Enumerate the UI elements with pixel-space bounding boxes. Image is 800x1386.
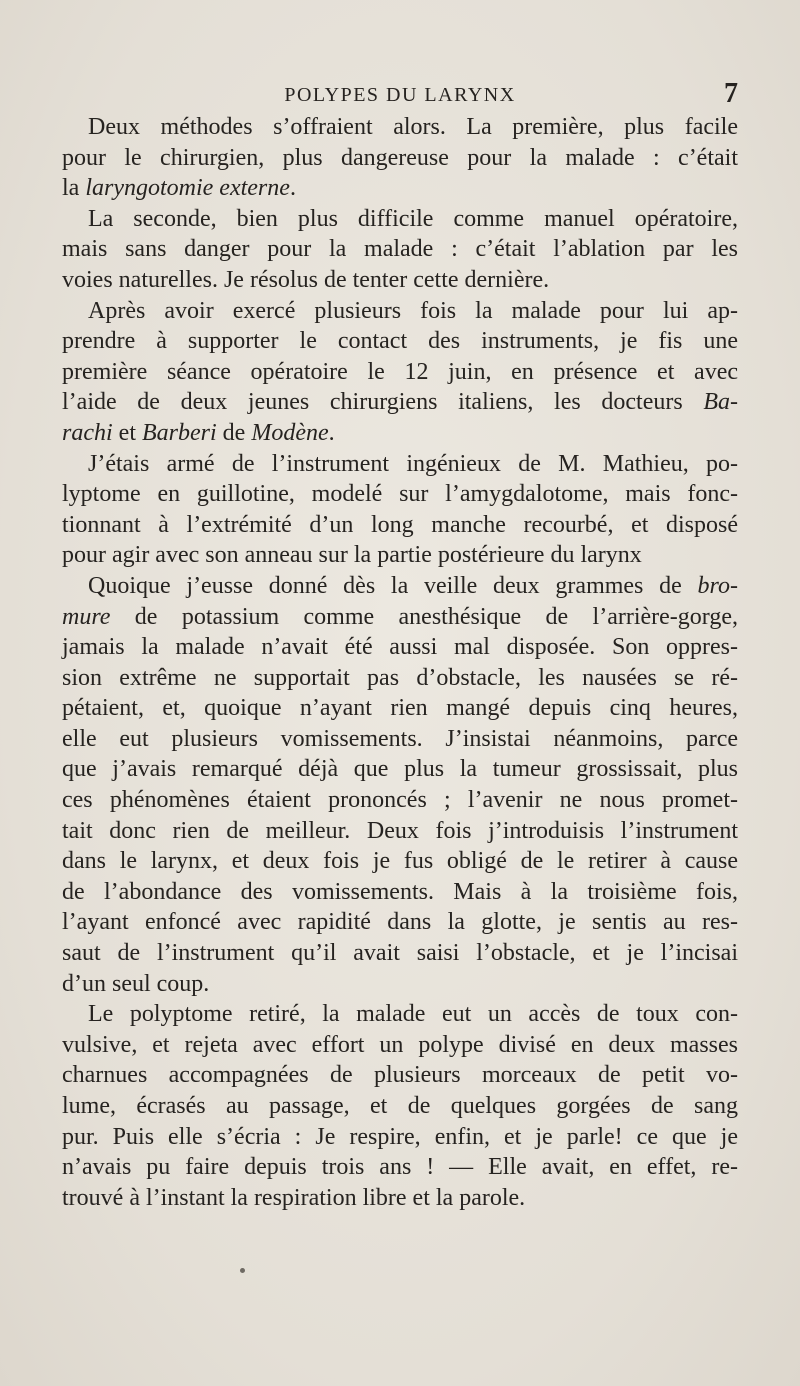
text-run: ces phénomènes étaient prononcés ; l’avenir ne nous promet- (62, 787, 738, 814)
running-title: POLYPES DU LARYNX (284, 84, 516, 106)
text-line (62, 1091, 738, 1122)
text-run: lyptome en guillotine, modelé sur l’amygdalotome, mais fonc- (62, 481, 738, 508)
text-run: elle eut plusieurs vomissements. J’insistai néanmoins, parce (62, 725, 738, 752)
text-line (62, 724, 738, 755)
text-run: charnues accompagnées de plusieurs morceaux de petit vo- (62, 1062, 738, 1089)
text-run: jamais la malade n’avait été aussi mal disposée. Son oppres- (62, 634, 738, 661)
text-line (62, 816, 738, 847)
text-run: de (216, 419, 252, 446)
text-run: tait donc rien de meilleur. Deux fois j’introduisis l’instrument (62, 817, 738, 844)
text-run: l’aide de deux jeunes chirurgiens italiens, les docteurs (62, 389, 704, 416)
text-run: et (112, 419, 142, 446)
text-line (62, 418, 738, 449)
text-line (62, 449, 738, 480)
text-run: pur. Puis elle s’écria : Je respire, enfin, et je parle! ce que je (62, 1123, 738, 1150)
text-run: première séance opératoire le 12 juin, en présence et avec (62, 358, 738, 385)
text-line (62, 540, 738, 571)
text-line (62, 846, 738, 877)
text-line (62, 357, 738, 388)
text-run: pour agir avec son anneau sur la partie postérieure du larynx (62, 542, 642, 569)
text-line (62, 1060, 738, 1091)
text-line (62, 479, 738, 510)
text-line (62, 143, 738, 174)
body-text (62, 112, 738, 1213)
text-run: de l’abondance des vomissements. Mais à la troisième fois, (62, 878, 738, 905)
text-run: dans le larynx, et deux fois je fus obligé de le retirer à cause (62, 848, 738, 875)
text-line (62, 969, 738, 1000)
text-line (62, 265, 738, 296)
text-line (62, 1152, 738, 1183)
text-run: trouvé à l’instant la respiration libre et la parole. (62, 1184, 526, 1211)
page-header (62, 80, 738, 116)
text-run: . (289, 175, 296, 202)
text-run: d’un seul coup. (62, 970, 210, 997)
page-number: 7 (724, 78, 738, 109)
text-run: mais sans danger pour la malade : c’était l’ablation par les (62, 236, 738, 263)
text-run: . (328, 419, 335, 446)
text-line (62, 632, 738, 663)
text-run: tionnant à l’extrémité d’un long manche recourbé, et disposé (62, 511, 738, 538)
text-line (62, 204, 738, 235)
text-line (62, 510, 738, 541)
text-run: que j’avais remarqué déjà que plus la tumeur grossissait, plus (62, 756, 738, 783)
text-line (62, 693, 738, 724)
text-run: J’étais armé de l’instrument ingénieux de M. Mathieu, po- (88, 450, 738, 477)
italic-text: Barberi (142, 419, 217, 446)
text-line (62, 1030, 738, 1061)
text-run: Deux méthodes s’offraient alors. La première, plus facile (88, 114, 738, 140)
italic-text: rachi (62, 419, 113, 446)
italic-text: Ba- (703, 389, 738, 416)
text-run: l’ayant enfoncé avec rapidité dans la glotte, je sentis au res- (62, 909, 738, 936)
text-line (62, 112, 738, 143)
text-line (62, 907, 738, 938)
text-run: Quoique j’eusse donné dès la veille deux grammes de (88, 572, 698, 599)
text-line (62, 1183, 738, 1214)
text-line (62, 173, 738, 204)
text-run: voies naturelles. Je résolus de tenter cette dernière. (62, 266, 550, 293)
text-line (62, 387, 738, 418)
italic-text: laryngotomie externe (85, 175, 290, 202)
text-run: n’avais pu faire depuis trois ans ! — Elle avait, en effet, re- (62, 1154, 738, 1181)
italic-text: Modène (251, 419, 329, 446)
text-line (62, 754, 738, 785)
italic-text: mure (62, 603, 111, 630)
text-run: la (62, 175, 86, 202)
text-line (62, 785, 738, 816)
text-run: prendre à supporter le contact des instruments, je fis une (62, 328, 738, 355)
text-line (62, 571, 738, 602)
text-run: pétaient, et, quoique n’ayant rien mangé depuis cinq heures, (62, 695, 738, 722)
ink-blot (240, 1268, 245, 1273)
text-run: sion extrême ne supportait pas d’obstacle, les nausées se ré- (62, 664, 738, 691)
text-line (62, 877, 738, 908)
text-line (62, 938, 738, 969)
text-line (62, 999, 738, 1030)
text-line (62, 326, 738, 357)
text-line (62, 663, 738, 694)
text-run: Le polyptome retiré, la malade eut un accès de toux con- (88, 1001, 738, 1028)
text-line (62, 602, 738, 633)
text-run: Après avoir exercé plusieurs fois la malade pour lui ap- (88, 297, 738, 324)
text-line (62, 234, 738, 265)
text-run: lume, écrasés au passage, et de quelques gorgées de sang (62, 1093, 738, 1119)
text-run: vulsive, et rejeta avec effort un polype divisé en deux masses (62, 1031, 738, 1058)
text-run: La seconde, bien plus difficile comme manuel opératoire, (88, 205, 738, 232)
text-run: de potassium comme anesthésique de l’arrière-gorge, (110, 603, 738, 630)
text-run: pour le chirurgien, plus dangereuse pour la malade : c’était (62, 144, 738, 171)
text-run: saut de l’instrument qu’il avait saisi l’obstacle, et je l’incisai (62, 940, 738, 967)
italic-text: bro- (697, 572, 738, 599)
text-line (62, 296, 738, 327)
text-line (62, 1122, 738, 1153)
